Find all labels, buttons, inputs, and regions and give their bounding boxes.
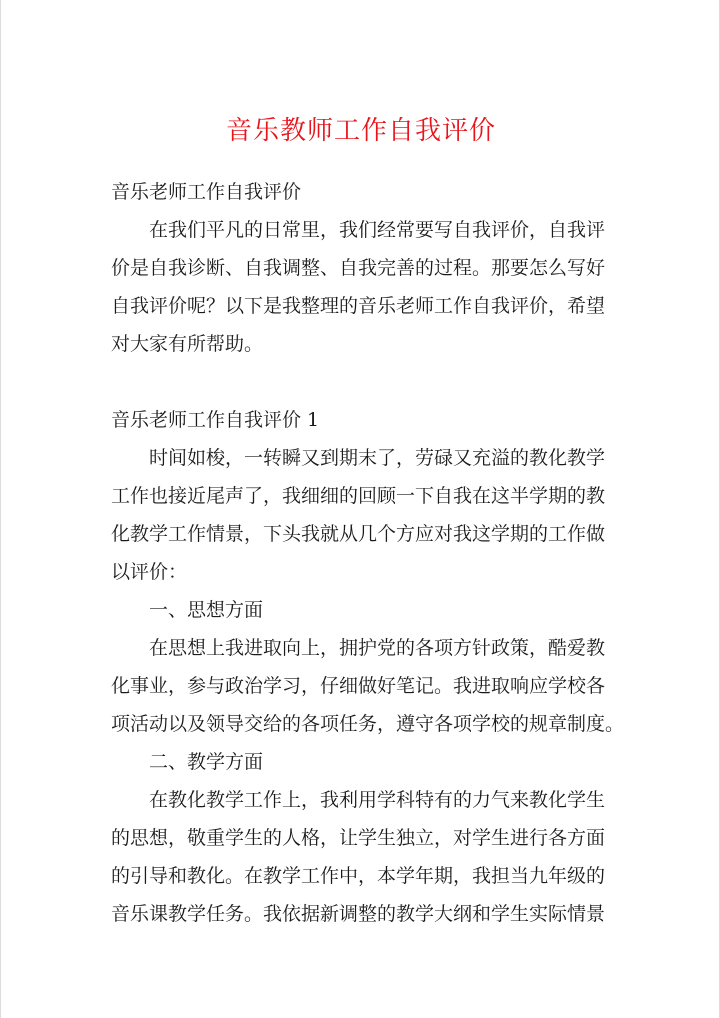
document-title: 音乐教师工作自我评价 <box>225 116 496 146</box>
paragraph-line: 的引导和教化。在教学工作中，本学年期，我担当九年级的 <box>111 865 606 887</box>
paragraph-line: 价是自我诊断、自我调整、自我完善的过程。那要怎么写好 <box>111 257 606 279</box>
paragraph-line: 项活动以及领导交给的各项任务，遵守各项学校的规章制度。 <box>111 713 625 735</box>
subsection-heading: 一、思想方面 <box>149 599 264 621</box>
paragraph-line: 的思想，敬重学生的人格，让学生独立，对学生进行各方面 <box>111 827 606 849</box>
paragraph-line: 音乐课教学任务。我依据新调整的教学大纲和学生实际情景 <box>111 903 606 925</box>
section-heading: 音乐老师工作自我评价 <box>111 181 302 203</box>
paragraph-line: 自我评价呢？以下是我整理的音乐老师工作自我评价，希望 <box>111 295 606 317</box>
paragraph-line: 工作也接近尾声了，我细细的回顾一下自我在这半学期的教 <box>111 485 606 507</box>
paragraph-line: 在我们平凡的日常里，我们经常要写自我评价，自我评 <box>149 219 606 241</box>
subsection-heading: 二、教学方面 <box>149 751 264 773</box>
paragraph-line: 对大家有所帮助。 <box>111 333 264 355</box>
section-heading: 音乐老师工作自我评价 1 <box>111 409 320 431</box>
paragraph-line: 时间如梭，一转瞬又到期末了，劳碌又充溢的教化教学 <box>149 447 606 469</box>
paragraph-line: 以评价： <box>111 561 188 583</box>
paragraph-line: 化事业，参与政治学习，仔细做好笔记。我进取响应学校各 <box>111 675 606 697</box>
paragraph-line: 在教化教学工作上，我利用学科特有的力气来教化学生 <box>149 789 606 811</box>
paragraph-line: 化教学工作情景，下头我就从几个方应对我这学期的工作做 <box>111 523 606 545</box>
paragraph-line: 在思想上我进取向上，拥护党的各项方针政策，酷爱教 <box>149 637 606 659</box>
